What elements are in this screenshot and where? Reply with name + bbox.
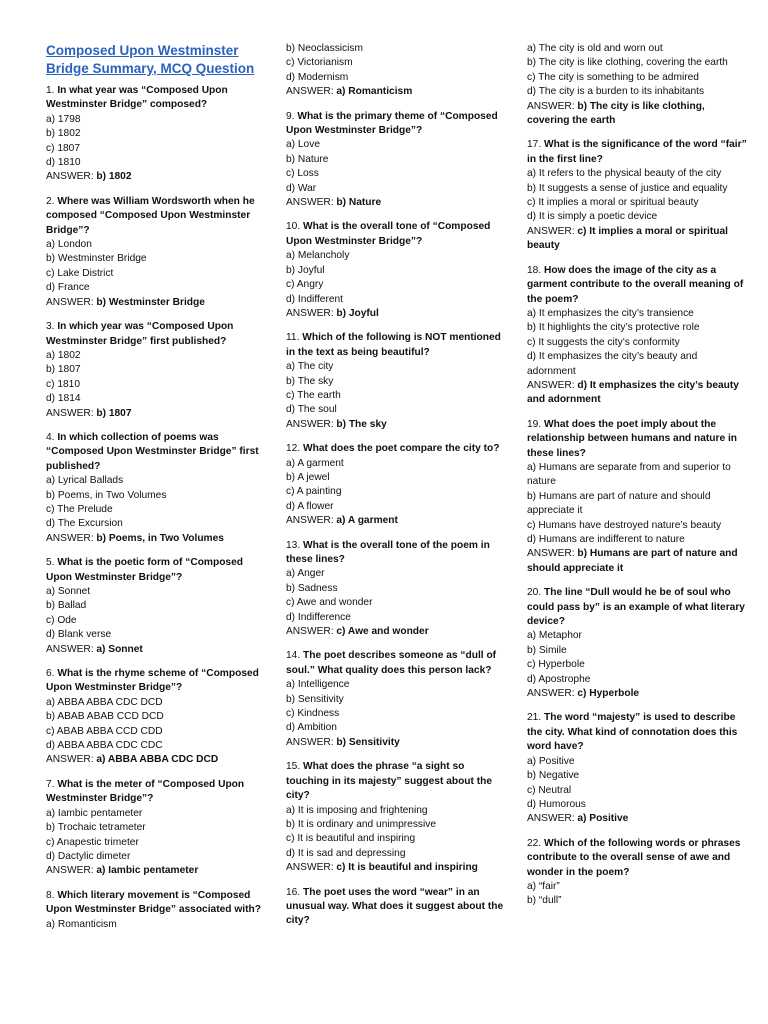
- question-prompt: In which year was “Composed Upon Westminster Bridge” first published?: [46, 321, 234, 347]
- question-prompt: Where was William Wordsworth when he composed “Composed Upon Westminster Bridge”?: [46, 195, 255, 236]
- question-prompt: Which literary movement is “Composed Upon Westminster Bridge” associated with?: [46, 889, 261, 916]
- answer-option: c) Awe and wonder: [286, 597, 373, 609]
- answer-line: [527, 100, 747, 129]
- answer-option: a) Metaphor: [527, 630, 582, 642]
- question-prompt: What is the overall tone of the poem in these lines?: [286, 539, 490, 565]
- answer-option: d) The Excursion: [46, 518, 123, 530]
- answer-line: [286, 307, 506, 321]
- answer-label: ANSWER:: [286, 307, 334, 319]
- question-block: [527, 42, 747, 128]
- answer-value: b) 1802: [96, 171, 132, 183]
- answer-option: b) Ballad: [46, 600, 87, 612]
- question-prompt: The poet describes someone as “dull of soul.” What quality does this person lack?: [286, 650, 497, 676]
- question-number: 4.: [46, 431, 55, 443]
- answer-value: c) Hyperbole: [577, 688, 640, 700]
- question-block: [46, 84, 266, 185]
- question-number: 20.: [527, 587, 542, 599]
- answer-value: a) A garment: [336, 515, 398, 527]
- answer-label: ANSWER:: [286, 418, 334, 430]
- question-text: [46, 195, 266, 238]
- answer-value: b) Westminster Bridge: [96, 296, 205, 308]
- answer-option: b) Poems, in Two Volumes: [46, 489, 167, 501]
- answer-value: b) Humans are part of nature and should appreciate it: [527, 548, 738, 574]
- question-text: [527, 138, 747, 167]
- answer-label: ANSWER:: [46, 865, 94, 877]
- answer-option: c) Neutral: [527, 784, 572, 796]
- answer-line: [286, 418, 506, 432]
- question-text: [46, 320, 266, 349]
- question-text: [527, 264, 747, 307]
- answer-line: [46, 407, 266, 421]
- answer-option: b) 1807: [46, 364, 81, 376]
- answer-option: b) A jewel: [286, 471, 330, 483]
- answer-value: b) Nature: [336, 197, 382, 209]
- answer-value: b) Sensitivity: [336, 736, 400, 748]
- answer-option: c) Hyperbole: [527, 659, 585, 671]
- answer-label: ANSWER:: [46, 171, 94, 183]
- answer-option: d) Indifferent: [286, 293, 344, 305]
- answer-line: [46, 170, 266, 184]
- answer-line: [527, 225, 747, 254]
- answer-option: a) London: [46, 239, 92, 251]
- answer-label: ANSWER:: [46, 754, 94, 766]
- question-number: 9.: [286, 110, 295, 122]
- answer-option: a) 1798: [46, 113, 81, 125]
- question-number: 5.: [46, 557, 55, 569]
- answer-option: c) The earth: [286, 389, 341, 401]
- answer-option: c) ABAB ABBA CCD CDD: [46, 725, 163, 737]
- question-text: [527, 418, 747, 461]
- answer-option: c) Ode: [46, 614, 77, 626]
- question-prompt: What is the meter of “Composed Upon Westminster Bridge”?: [46, 778, 245, 805]
- question-block: [286, 220, 506, 321]
- answer-option: d) Apostrophe: [527, 673, 591, 685]
- answer-option: a) “fair”: [527, 880, 560, 892]
- question-block: [527, 264, 747, 408]
- answer-option: d) War: [286, 182, 317, 194]
- answer-option: b) “dull”: [527, 895, 562, 907]
- answer-option: c) Loss: [286, 168, 319, 180]
- question-block: [286, 649, 506, 750]
- question-number: 22.: [527, 837, 542, 849]
- answer-option: d) Indifference: [286, 611, 351, 623]
- answer-label: ANSWER:: [286, 736, 334, 748]
- question-block: [46, 320, 266, 421]
- page-title[interactable]: Composed Upon Westminster Bridge Summary, MCQ Question: [46, 43, 255, 76]
- question-number: 1.: [46, 85, 55, 96]
- answer-value: b) 1807: [96, 407, 132, 419]
- question-number: 17.: [527, 139, 542, 151]
- question-number: 7.: [46, 778, 55, 790]
- answer-option: b) Trochaic tetrameter: [46, 822, 146, 834]
- answer-option: d) It emphasizes the city’s beauty and adornment: [527, 351, 698, 377]
- answer-line: [286, 196, 506, 210]
- question-text: [46, 431, 266, 474]
- answer-line: [286, 736, 506, 750]
- question-number: 11.: [286, 332, 300, 344]
- answer-option: d) Humorous: [527, 798, 586, 810]
- question-prompt: What is the rhyme scheme of “Composed Upon Westminster Bridge”?: [46, 668, 259, 694]
- question-prompt: What is the poetic form of “Composed Upon Westminster Bridge”?: [46, 557, 243, 583]
- answer-value: a) Romanticism: [336, 86, 413, 98]
- answer-option: d) Ambition: [286, 722, 337, 734]
- question-number: 15.: [286, 761, 301, 773]
- answer-value: b) The sky: [336, 418, 387, 430]
- answer-option: a) It is imposing and frightening: [286, 804, 428, 816]
- question-number: 12.: [286, 443, 301, 455]
- answer-line: [286, 514, 506, 528]
- question-block: [286, 42, 506, 100]
- answer-value: c) It implies a moral or spiritual beauty: [527, 225, 728, 252]
- answer-value: c) It is beautiful and inspiring: [336, 862, 478, 874]
- question-block: [286, 886, 506, 929]
- answer-label: ANSWER:: [527, 813, 575, 825]
- question-prompt: Which of the following is NOT mentioned in the text as being beautiful?: [286, 332, 501, 358]
- answer-option: a) It refers to the physical beauty of the city: [527, 168, 722, 180]
- question-block: [46, 556, 266, 657]
- answer-option: a) Lyrical Ballads: [46, 475, 124, 487]
- answer-option: c) Kindness: [286, 708, 340, 720]
- answer-option: c) The Prelude: [46, 503, 113, 515]
- answer-label: ANSWER:: [46, 643, 94, 655]
- question-block: [527, 418, 747, 576]
- answer-value: b) The city is like clothing, covering the earth: [527, 100, 705, 127]
- answer-option: b) The city is like clothing, covering the earth: [527, 57, 728, 69]
- answer-value: a) Sonnet: [96, 643, 143, 655]
- question-block: [286, 110, 506, 211]
- question-block: [286, 539, 506, 640]
- answer-line: [46, 643, 266, 657]
- column-1: [46, 42, 266, 932]
- question-block: [286, 331, 506, 432]
- question-prompt: The word “majesty” is used to describe the city. What kind of connotation does this word have?: [527, 712, 738, 753]
- column-3: [527, 42, 747, 909]
- question-number: 10.: [286, 221, 301, 233]
- answer-option: d) Humans are indifferent to nature: [527, 534, 685, 545]
- answer-label: ANSWER:: [527, 379, 575, 391]
- question-prompt: In what year was “Composed Upon Westminster Bridge” composed?: [46, 85, 228, 111]
- answer-option: a) Iambic pentameter: [46, 807, 143, 819]
- answer-option: b) Sadness: [286, 582, 338, 594]
- answer-option: b) Joyful: [286, 264, 325, 276]
- question-number: 3.: [46, 321, 55, 333]
- answer-option: c) Anapestic trimeter: [46, 836, 139, 848]
- answer-option: b) Simile: [527, 644, 567, 656]
- question-text: [286, 442, 506, 456]
- question-prompt: What is the primary theme of “Composed Upon Westminster Bridge”?: [286, 110, 498, 137]
- answer-option: c) Lake District: [46, 267, 114, 279]
- question-prompt: The line “Dull would he be of soul who could pass by” is an example of what literary device?: [527, 587, 745, 628]
- answer-line: [527, 687, 747, 701]
- column-2: [286, 42, 506, 929]
- answer-option: b) It is ordinary and unimpressive: [286, 818, 437, 830]
- answer-option: d) The soul: [286, 404, 337, 416]
- answer-option: a) The city: [286, 361, 334, 373]
- answer-option: a) Intelligence: [286, 679, 350, 691]
- answer-line: [527, 379, 747, 408]
- answer-option: b) Humans are part of nature and should appreciate it: [527, 490, 711, 517]
- question-block: [46, 667, 266, 768]
- answer-option: b) It highlights the city’s protective role: [527, 322, 700, 334]
- answer-value: b) Poems, in Two Volumes: [96, 532, 224, 544]
- answer-option: a) Humans are separate from and superior to nature: [527, 461, 731, 488]
- answer-label: ANSWER:: [527, 688, 575, 700]
- question-text: [286, 539, 506, 568]
- question-text: [286, 331, 506, 360]
- answer-option: c) It implies a moral or spiritual beauty: [527, 197, 699, 209]
- answer-label: ANSWER:: [286, 197, 334, 209]
- answer-label: ANSWER:: [286, 626, 334, 638]
- question-prompt: What does the poet imply about the relationship between humans and nature in these lines?: [527, 418, 738, 459]
- question-block: [46, 889, 266, 932]
- answer-option: c) 1810: [46, 378, 80, 390]
- answer-label: ANSWER:: [527, 100, 575, 112]
- answer-option: d) 1814: [46, 393, 81, 405]
- answer-value: a) Positive: [577, 813, 629, 825]
- question-text: [46, 84, 266, 113]
- question-prompt: Which of the following words or phrases contribute to the overall sense of awe and wonder in the poem?: [527, 837, 741, 878]
- answer-option: a) A garment: [286, 457, 344, 469]
- question-block: [286, 760, 506, 875]
- answer-option: b) It suggests a sense of justice and equality: [527, 182, 728, 194]
- question-text: [527, 837, 747, 880]
- question-prompt: What does the poet compare the city to?: [303, 443, 500, 455]
- answer-value: d) It emphasizes the city’s beauty and adornment: [527, 379, 739, 406]
- answer-label: ANSWER:: [527, 548, 575, 560]
- answer-option: a) It emphasizes the city’s transience: [527, 307, 694, 319]
- question-number: 21.: [527, 712, 542, 724]
- answer-option: c) Angry: [286, 279, 324, 291]
- answer-option: a) The city is old and worn out: [527, 43, 663, 54]
- answer-line: [46, 864, 266, 878]
- question-text: [527, 711, 747, 754]
- question-text: [46, 778, 266, 807]
- answer-value: c) Awe and wonder: [336, 626, 429, 638]
- answer-option: b) The sky: [286, 375, 334, 387]
- answer-option: d) France: [46, 282, 90, 294]
- question-number: 13.: [286, 539, 301, 551]
- question-text: [46, 667, 266, 696]
- answer-option: d) ABBA ABBA CDC CDC: [46, 740, 163, 752]
- answer-line: [527, 547, 747, 576]
- answer-label: ANSWER:: [286, 862, 334, 874]
- question-prompt: What is the significance of the word “fair” in the first line?: [527, 139, 747, 165]
- answer-line: [286, 85, 506, 99]
- answer-label: ANSWER:: [527, 225, 575, 237]
- question-text: [286, 220, 506, 249]
- answer-option: d) Modernism: [286, 71, 349, 83]
- question-text: [286, 886, 506, 929]
- question-number: 19.: [527, 418, 542, 430]
- answer-label: ANSWER:: [286, 86, 334, 98]
- question-number: 8.: [46, 889, 55, 901]
- question-number: 2.: [46, 195, 55, 207]
- answer-option: c) A painting: [286, 486, 342, 498]
- answer-option: d) Blank verse: [46, 629, 112, 641]
- answer-option: a) Melancholy: [286, 250, 350, 262]
- question-block: [527, 711, 747, 826]
- answer-value: a) Iambic pentameter: [96, 865, 199, 877]
- answer-option: a) Positive: [527, 755, 575, 767]
- answer-label: ANSWER:: [286, 515, 334, 527]
- answer-option: c) The city is something to be admired: [527, 71, 699, 83]
- answer-option: d) 1810: [46, 157, 81, 169]
- question-text: [46, 556, 266, 585]
- question-block: [527, 837, 747, 909]
- question-block: [527, 138, 747, 253]
- answer-option: b) ABAB ABAB CCD DCD: [46, 711, 164, 723]
- answer-line: [46, 753, 266, 767]
- answer-option: b) Negative: [527, 770, 580, 782]
- question-prompt: How does the image of the city as a garment contribute to the overall meaning of the poem?: [527, 264, 744, 305]
- answer-option: c) Victorianism: [286, 57, 353, 69]
- question-block: [46, 195, 266, 310]
- question-prompt: What is the overall tone of “Composed Upon Westminster Bridge”?: [286, 221, 491, 247]
- answer-label: ANSWER:: [46, 407, 94, 419]
- answer-option: c) 1807: [46, 142, 80, 154]
- question-text: [286, 760, 506, 803]
- question-text: [46, 889, 266, 918]
- answer-option: a) Romanticism: [46, 918, 117, 930]
- question-block: [46, 431, 266, 546]
- answer-option: c) Humans have destroyed nature’s beauty: [527, 519, 722, 531]
- question-text: [286, 649, 506, 678]
- answer-option: d) It is simply a poetic device: [527, 211, 658, 223]
- question-number: 14.: [286, 650, 301, 662]
- answer-line: [46, 296, 266, 310]
- answer-option: a) Anger: [286, 568, 325, 580]
- answer-option: b) Sensitivity: [286, 693, 344, 705]
- answer-option: a) Love: [286, 139, 320, 151]
- answer-option: c) It suggests the city’s conformity: [527, 336, 680, 348]
- answer-line: [286, 861, 506, 875]
- answer-line: [46, 532, 266, 546]
- question-block: [46, 778, 266, 879]
- question-number: 18.: [527, 264, 542, 276]
- answer-value: b) Joyful: [336, 307, 379, 319]
- question-number: 16.: [286, 886, 301, 898]
- answer-option: b) 1802: [46, 128, 81, 140]
- question-prompt: The poet uses the word “wear” in an unusual way. What does it suggest about the city?: [286, 886, 504, 927]
- answer-line: [286, 625, 506, 639]
- answer-option: d) The city is a burden to its inhabitants: [527, 86, 705, 98]
- answer-option: b) Neoclassicism: [286, 43, 363, 54]
- question-number: 6.: [46, 668, 55, 680]
- answer-option: d) A flower: [286, 500, 334, 512]
- answer-label: ANSWER:: [46, 532, 94, 544]
- answer-label: ANSWER:: [46, 296, 94, 308]
- question-block: [286, 442, 506, 528]
- answer-option: b) Nature: [286, 153, 329, 165]
- question-text: [527, 586, 747, 629]
- answer-option: d) Dactylic dimeter: [46, 850, 131, 862]
- answer-value: a) ABBA ABBA CDC DCD: [96, 754, 219, 766]
- question-prompt: In which collection of poems was “Composed Upon Westminster Bridge” first published?: [46, 431, 259, 472]
- answer-line: [527, 812, 747, 826]
- answer-option: a) ABBA ABBA CDC DCD: [46, 696, 163, 708]
- answer-option: b) Westminster Bridge: [46, 253, 147, 265]
- answer-option: a) 1802: [46, 349, 81, 361]
- answer-option: a) Sonnet: [46, 586, 91, 597]
- answer-option: d) It is sad and depressing: [286, 847, 406, 859]
- question-text: [286, 110, 506, 139]
- question-block: [527, 586, 747, 701]
- answer-option: c) It is beautiful and inspiring: [286, 833, 416, 845]
- question-prompt: What does the phrase “a sight so touching in its majesty” suggest about the city?: [286, 761, 493, 802]
